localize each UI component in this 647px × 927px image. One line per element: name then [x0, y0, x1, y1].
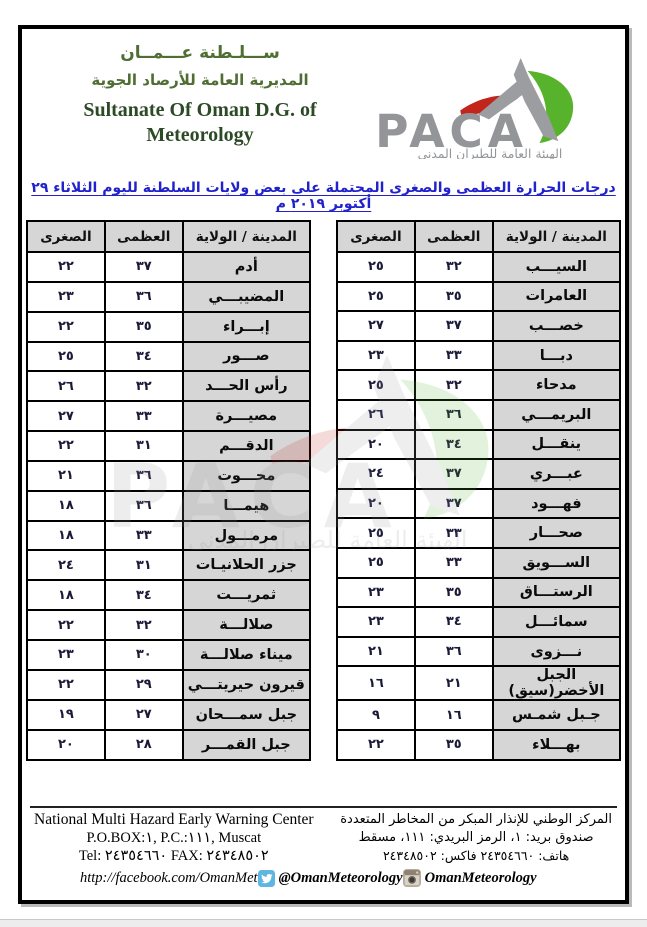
max-temp-cell: ٣٥ — [415, 730, 493, 760]
max-temp-cell: ٣٥ — [105, 312, 183, 342]
table-row — [27, 312, 310, 342]
min-temp-cell: ٢٧ — [337, 311, 415, 341]
city-cell: البريمـــي — [493, 400, 620, 430]
city-cell: العامرات — [493, 282, 620, 312]
table-row — [337, 700, 620, 730]
min-temp-cell: ٢٥ — [337, 548, 415, 578]
table-row — [27, 700, 310, 730]
max-temp-cell: ٣٤ — [105, 342, 183, 372]
city-cell: رأس الحـــد — [183, 371, 310, 401]
footer-center-name-en: National Multi Hazard Early Warning Center — [34, 811, 314, 828]
city-cell: ثمريـــت — [183, 580, 310, 610]
city-cell: عبـــري — [493, 459, 620, 489]
max-temp-cell: ٣٢ — [105, 610, 183, 640]
table-row — [27, 610, 310, 640]
max-temp-cell: ٣٣ — [105, 401, 183, 431]
city-cell: صلالـــة — [183, 610, 310, 640]
city-cell: ينقـــل — [493, 430, 620, 460]
max-temp-cell: ٣٦ — [415, 400, 493, 430]
footer-center-name-ar: المركز الوطني للإنذار المبكر من المخاطر المتعددة — [340, 812, 612, 827]
table-row — [337, 607, 620, 637]
table-row — [27, 670, 310, 700]
min-temp-cell: ٢٣ — [337, 578, 415, 608]
table-row — [337, 666, 620, 700]
city-cell: السيـــب — [493, 252, 620, 282]
min-temp-cell: ٢٥ — [337, 282, 415, 312]
max-temp-cell: ٣٤ — [415, 607, 493, 637]
max-temp-cell: ٢٩ — [105, 670, 183, 700]
column-header-min: الصغرى — [337, 221, 415, 252]
max-temp-cell: ٣٦ — [105, 461, 183, 491]
footer-pobox-ar: صندوق بريد: ١، الرمز البريدي: ١١١، مسقط — [358, 830, 594, 846]
city-cell: دبـــا — [493, 341, 620, 371]
instagram-handle: OmanMeteorology — [424, 869, 537, 886]
min-temp-cell: ٢٢ — [27, 252, 105, 282]
column-header-city: المدينة / الولاية — [183, 221, 310, 252]
table-row — [337, 341, 620, 371]
table-row — [27, 431, 310, 461]
city-cell: نـــزوى — [493, 637, 620, 667]
min-temp-cell: ٢٦ — [337, 400, 415, 430]
min-temp-cell: ٢٥ — [337, 252, 415, 282]
min-temp-cell: ٢٠ — [337, 430, 415, 460]
table-row — [337, 400, 620, 430]
max-temp-cell: ٣٣ — [415, 548, 493, 578]
max-temp-cell: ٣٣ — [105, 521, 183, 551]
max-temp-cell: ١٦ — [415, 700, 493, 730]
max-temp-cell: ٣٥ — [415, 282, 493, 312]
city-cell: أدم — [183, 252, 310, 282]
max-temp-cell: ٣٦ — [105, 282, 183, 312]
max-temp-cell: ٣٢ — [415, 370, 493, 400]
table-row — [27, 580, 310, 610]
city-cell: الدقـــم — [183, 431, 310, 461]
city-cell: جبل سمـــحان — [183, 700, 310, 730]
twitter-icon — [258, 870, 275, 887]
table-row — [337, 730, 620, 760]
max-temp-cell: ٣٧ — [415, 489, 493, 519]
footer-tel-en: Tel: ٢٤٣٥٤٦٦٠ FAX: ٢٤٣٤٨٥٠٢ — [78, 847, 269, 864]
paca-logo — [373, 55, 601, 159]
min-temp-cell: ٢٥ — [337, 370, 415, 400]
city-cell: صـــور — [183, 342, 310, 372]
temperature-table-left — [26, 220, 311, 761]
footer-social-row — [80, 869, 537, 887]
column-header-min: الصغرى — [27, 221, 105, 252]
max-temp-cell: ٢٧ — [105, 700, 183, 730]
table-row — [27, 371, 310, 401]
org-title-english-line1: Sultanate Of Oman D.G. of — [83, 99, 317, 121]
max-temp-cell: ٢٨ — [105, 730, 183, 760]
column-header-city: المدينة / الولاية — [493, 221, 620, 252]
city-cell: الســـويق — [493, 548, 620, 578]
min-temp-cell: ٢٦ — [27, 371, 105, 401]
table-row — [337, 518, 620, 548]
min-temp-cell: ٩ — [337, 700, 415, 730]
instagram-icon — [403, 869, 421, 887]
max-temp-cell: ٣٧ — [105, 252, 183, 282]
min-temp-cell: ١٨ — [27, 521, 105, 551]
table-row — [337, 430, 620, 460]
city-cell: الرستـــاق — [493, 578, 620, 608]
min-temp-cell: ١٩ — [27, 700, 105, 730]
table-row — [27, 640, 310, 670]
table-row — [27, 282, 310, 312]
max-temp-cell: ٣٧ — [415, 459, 493, 489]
table-row — [337, 578, 620, 608]
min-temp-cell: ٢٢ — [27, 431, 105, 461]
city-cell: المضيبـــي — [183, 282, 310, 312]
min-temp-cell: ٢١ — [337, 637, 415, 667]
column-header-max: العظمى — [415, 221, 493, 252]
min-temp-cell: ٢٥ — [27, 342, 105, 372]
table-header-row — [27, 221, 310, 252]
table-row — [337, 311, 620, 341]
table-row — [337, 252, 620, 282]
tables-area — [26, 220, 621, 761]
min-temp-cell: ٢٥ — [337, 518, 415, 548]
twitter-handle: @OmanMeteorology — [278, 869, 403, 886]
city-cell: جبل القمـــر — [183, 730, 310, 760]
city-cell: محـــوت — [183, 461, 310, 491]
min-temp-cell: ٢٣ — [27, 640, 105, 670]
min-temp-cell: ٢٢ — [337, 730, 415, 760]
max-temp-cell: ٣١ — [105, 550, 183, 580]
column-header-max: العظمى — [105, 221, 183, 252]
city-cell: مدحاء — [493, 370, 620, 400]
temperature-table-right — [336, 220, 621, 761]
min-temp-cell: ٢٢ — [27, 670, 105, 700]
min-temp-cell: ٢٣ — [27, 282, 105, 312]
max-temp-cell: ٣٢ — [105, 371, 183, 401]
table-row — [337, 459, 620, 489]
document-frame — [18, 25, 629, 904]
min-temp-cell: ٢٠ — [27, 730, 105, 760]
min-temp-cell: ٢٢ — [27, 312, 105, 342]
city-cell: جزر الحلانيـات — [183, 550, 310, 580]
city-cell: ميناء صلالـــة — [183, 640, 310, 670]
city-cell: هيمـــا — [183, 491, 310, 521]
city-cell: مصيـــرة — [183, 401, 310, 431]
max-temp-cell: ٣٥ — [415, 578, 493, 608]
org-title-arabic: ســـلـطنة عـــمــان — [120, 43, 280, 63]
max-temp-cell: ٣٧ — [415, 311, 493, 341]
max-temp-cell: ٣٤ — [415, 430, 493, 460]
table-row — [27, 342, 310, 372]
min-temp-cell: ٢٣ — [337, 341, 415, 371]
city-cell: جـبل شمـس — [493, 700, 620, 730]
table-row — [27, 461, 310, 491]
city-cell: سمائـــل — [493, 607, 620, 637]
max-temp-cell: ٢١ — [415, 666, 493, 700]
table-row — [27, 550, 310, 580]
footer-arabic-block — [335, 811, 617, 865]
city-cell: إبـــراء — [183, 312, 310, 342]
table-row — [337, 489, 620, 519]
table-row — [337, 370, 620, 400]
max-temp-cell: ٣٠ — [105, 640, 183, 670]
table-row — [27, 401, 310, 431]
org-title-english-line2: Meteorology — [146, 124, 254, 146]
table-row — [337, 637, 620, 667]
viewer-strip — [0, 919, 647, 927]
max-temp-cell: ٣٤ — [105, 580, 183, 610]
footer-pobox-en: P.O.BOX:١, P.C.:١١١, Muscat — [86, 829, 262, 846]
min-temp-cell: ٢٣ — [337, 607, 415, 637]
min-temp-cell: ٢٤ — [337, 459, 415, 489]
report-title: درجات الحرارة العظمى والصغرى المحتملة على بعض ولايات السلطنة لليوم الثلاثاء ٢٩ أكتوبر ٢٠١٩ م — [31, 180, 616, 212]
org-dept-arabic: المديرية العامة للأرصاد الجوية — [91, 71, 309, 89]
city-cell: فهـــود — [493, 489, 620, 519]
min-temp-cell: ٢٤ — [27, 550, 105, 580]
max-temp-cell: ٣١ — [105, 431, 183, 461]
city-cell: الجبل الأخضر(سيق) — [493, 666, 620, 700]
facebook-link[interactable]: http://facebook.com/OmanMet — [80, 869, 258, 886]
twitter-account[interactable] — [258, 870, 403, 887]
table-row — [27, 730, 310, 760]
min-temp-cell: ١٨ — [27, 580, 105, 610]
instagram-account[interactable] — [403, 869, 537, 887]
min-temp-cell: ٢١ — [27, 461, 105, 491]
city-cell: مرمـــول — [183, 521, 310, 551]
max-temp-cell: ٣٦ — [105, 491, 183, 521]
city-cell: بهـــلاء — [493, 730, 620, 760]
table-row — [27, 521, 310, 551]
city-cell: خصـــب — [493, 311, 620, 341]
table-row — [337, 282, 620, 312]
table-header-row — [337, 221, 620, 252]
min-temp-cell: ٢٧ — [27, 401, 105, 431]
min-temp-cell: ٢٠ — [337, 489, 415, 519]
max-temp-cell: ٣٣ — [415, 341, 493, 371]
min-temp-cell: ٢٢ — [27, 610, 105, 640]
min-temp-cell: ١٦ — [337, 666, 415, 700]
table-row — [27, 491, 310, 521]
footer-tel-ar: هاتف: ٢٤٣٥٤٦٦٠ فاكس: ٢٤٣٤٨٥٠٢ — [382, 848, 570, 864]
table-row — [337, 548, 620, 578]
max-temp-cell: ٣٢ — [415, 252, 493, 282]
min-temp-cell: ١٨ — [27, 491, 105, 521]
table-row — [27, 252, 310, 282]
max-temp-cell: ٣٦ — [415, 637, 493, 667]
city-cell: قيرون حيريتـــي — [183, 670, 310, 700]
footer-english-block — [30, 811, 318, 865]
city-cell: صحـــار — [493, 518, 620, 548]
org-block — [44, 43, 356, 148]
max-temp-cell: ٣٣ — [415, 518, 493, 548]
footer — [30, 806, 617, 887]
